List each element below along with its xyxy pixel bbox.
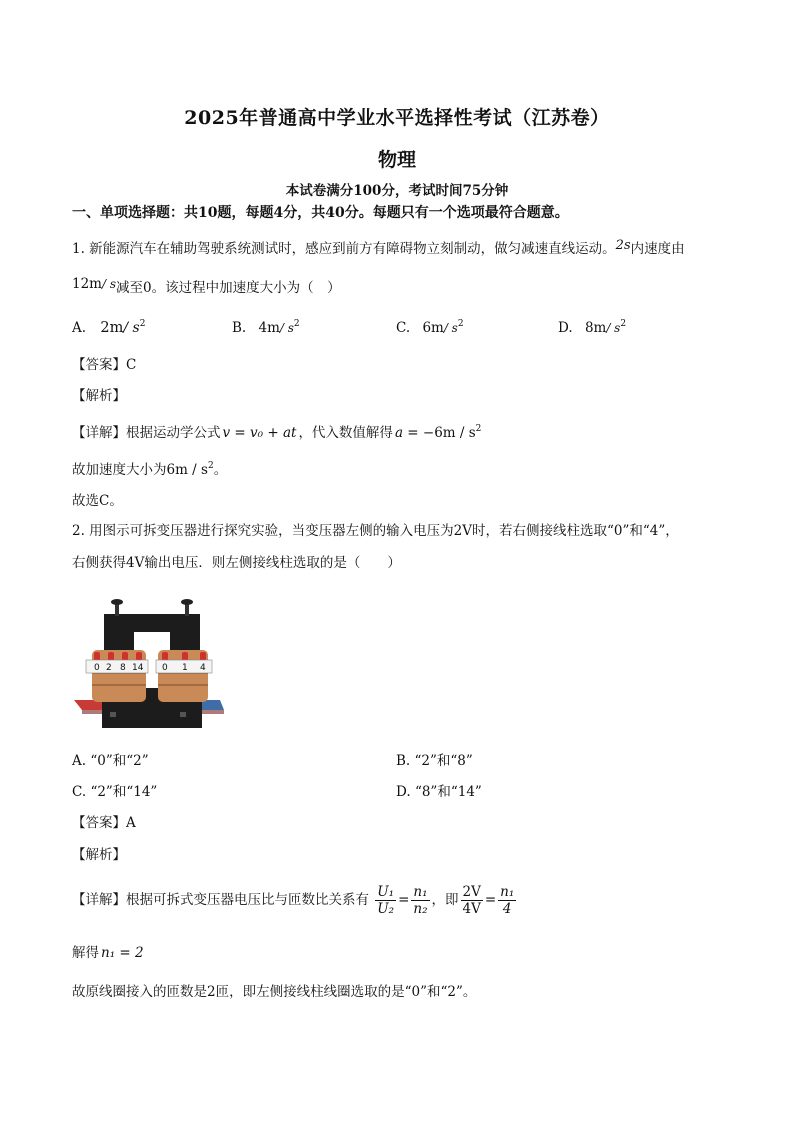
- q1-option-a[interactable]: A. 2m/ $s^2$: [72, 319, 146, 336]
- q2-option-a[interactable]: [72, 751, 149, 771]
- fraction-2v-4v: [461, 884, 483, 917]
- q1-detail-text2: ，代入数值解得: [298, 425, 393, 441]
- frac-u2: U₂: [377, 901, 395, 917]
- section-heading: 一、单项选择题：共10题，每题4分，共40分。每题只有一个选项最符合题意。: [72, 205, 569, 221]
- left-knob: [111, 599, 123, 605]
- q1-choice: 故选C。: [72, 493, 123, 509]
- q1-option-b-unit: / s: [279, 321, 294, 335]
- q2-conclusion: 故原线圈接入的匝数是2匝，即左侧接线柱线圈选取的是“0”和“2”。: [72, 984, 477, 1000]
- q1-option-c-unit: / s: [443, 321, 458, 335]
- q1-answer-label: 【答案】: [72, 357, 126, 373]
- q1-detail: 【详解】根据运动学公式 v = v₀ + at ，代入数值解得 $a = -6m / s^2$: [72, 424, 482, 441]
- q1-conclusion-text: 故加速度大小为6m / s: [72, 462, 208, 478]
- q2-detail: 【详解】根据可拆式变压器电压比与匝数比关系有 $\frac{\text{U₁}}{\text{U₂}}$ = $\frac{\text{n₁}}{\text{n₂}}$ ，即 $\frac{2V}{4V}$ = $\frac{\text{n₁}}{4}$: [72, 884, 515, 917]
- q2-stem-line2: 右侧获得4V输出电压．则左侧接线柱选取的是（ ）: [72, 555, 401, 571]
- q1-result-rhs: = −6m / s: [407, 425, 476, 441]
- q2-stem-line1: 2. 用图示可拆变压器进行探究实验，当变压器左侧的输入电压为2V时，若右侧接线柱选取“0”和“4”，: [72, 523, 679, 539]
- q2-option-d-text: “8”和“14”: [414, 784, 482, 800]
- fraction-n1-4: [498, 884, 516, 917]
- q2-option-d-letter: D.: [396, 784, 411, 800]
- right-label-0: 0: [162, 663, 168, 673]
- right-label-4: 4: [200, 663, 206, 673]
- q2-option-b-text: “2”和“8”: [414, 753, 473, 769]
- q1-option-d[interactable]: D. 8m/ $s^2$: [558, 319, 627, 336]
- q1-option-b-value: 4m: [258, 320, 280, 336]
- exam-info: 本试卷满分100分，考试时间75分钟: [285, 183, 509, 199]
- transformer-figure: [74, 592, 224, 732]
- q2-option-c-text: “2”和“14”: [90, 784, 158, 800]
- q1-answer-value: C: [126, 357, 137, 373]
- q1-conclusion-end: 。: [213, 462, 228, 478]
- q1-stem-line2: [72, 278, 341, 298]
- q2-mid-text: ，即: [431, 892, 459, 908]
- q2-analysis: 【解析】: [72, 847, 126, 863]
- subject-title: 物理: [377, 149, 416, 171]
- q1-analysis: 【解析】: [72, 388, 126, 404]
- left-label-8: 8: [120, 663, 126, 673]
- q1-option-d-letter: D.: [558, 320, 573, 336]
- q1-detail-label: 【详解】: [72, 425, 126, 441]
- q2-answer-value: A: [126, 815, 136, 831]
- q1-option-d-value: 8m: [584, 320, 607, 336]
- q2-solve-label: 解得: [72, 945, 99, 961]
- q1-option-c-value: 6m: [422, 320, 444, 336]
- q1-option-b[interactable]: B. 4m/ $s^2$: [232, 319, 300, 336]
- q1-speed-value: 12m: [72, 276, 102, 292]
- q1-stem-c: 减至0。该过程中加速度大小为（ ）: [116, 280, 341, 296]
- left-label-0: 0: [94, 663, 100, 673]
- q1-result-lhs: a: [394, 425, 403, 441]
- q2-option-c[interactable]: [72, 782, 157, 802]
- q1-option-b-letter: B.: [232, 320, 247, 336]
- q1-conclusion: 故加速度大小为$6m / s^2$。: [72, 461, 228, 478]
- frac-n1: n₁: [413, 884, 428, 900]
- q2-detail-text: 根据可拆式变压器电压比与匝数比关系有: [126, 892, 369, 908]
- q2-solve-equation: n₁ = 2: [101, 945, 144, 961]
- q1-option-c[interactable]: C. 6m/ $s^2$: [396, 319, 464, 336]
- q1-option-a-letter: A.: [72, 320, 87, 336]
- right-label-1: 1: [182, 663, 188, 673]
- fraction-n1-n2: [411, 884, 429, 917]
- frac-n2: n₂: [413, 901, 428, 917]
- frac-n1-b: n₁: [500, 884, 515, 900]
- frac-4v: 4V: [462, 901, 481, 917]
- q2-detail-label: 【详解】: [72, 892, 126, 908]
- q1-time: 2s: [615, 238, 631, 253]
- q2-option-a-text: “0”和“2”: [90, 753, 149, 769]
- q1-answer: [72, 355, 136, 375]
- q2-solve: [72, 943, 144, 963]
- q1-stem-line1: [72, 239, 685, 260]
- frac-4: 4: [502, 901, 512, 917]
- q2-answer-label: 【答案】: [72, 815, 126, 831]
- q2-option-a-letter: A.: [72, 753, 87, 769]
- left-label-2: 2: [106, 663, 112, 673]
- q1-option-a-value: 2m: [100, 320, 124, 336]
- left-label-14: 14: [132, 663, 144, 673]
- q1-stem-b: 内速度由: [630, 241, 685, 257]
- frac-2v: 2V: [462, 884, 481, 900]
- q2-option-d[interactable]: [396, 782, 482, 802]
- q2-option-b-letter: B.: [396, 753, 411, 769]
- q1-option-a-unit: / s: [123, 320, 140, 336]
- exam-title: 2025年普通高中学业水平选择性考试（江苏卷）: [184, 107, 610, 129]
- q2-option-c-letter: C.: [72, 784, 87, 800]
- q1-speed-unit: / s: [101, 277, 116, 291]
- q2-option-b[interactable]: [396, 751, 473, 771]
- q2-answer: [72, 813, 136, 833]
- q1-option-c-letter: C.: [396, 320, 411, 336]
- q1-option-d-unit: / s: [606, 321, 621, 335]
- q1-detail-text: 根据运动学公式: [126, 425, 221, 441]
- right-knob: [181, 599, 193, 605]
- q1-stem-a: 1. 新能源汽车在辅助驾驶系统测试时，感应到前方有障碍物立刻制动，做匀减速直线运动。: [72, 241, 616, 257]
- frac-u1: U₁: [377, 884, 395, 900]
- fraction-u1-u2: [375, 884, 396, 917]
- q1-formula: v = v₀ + at: [222, 425, 297, 441]
